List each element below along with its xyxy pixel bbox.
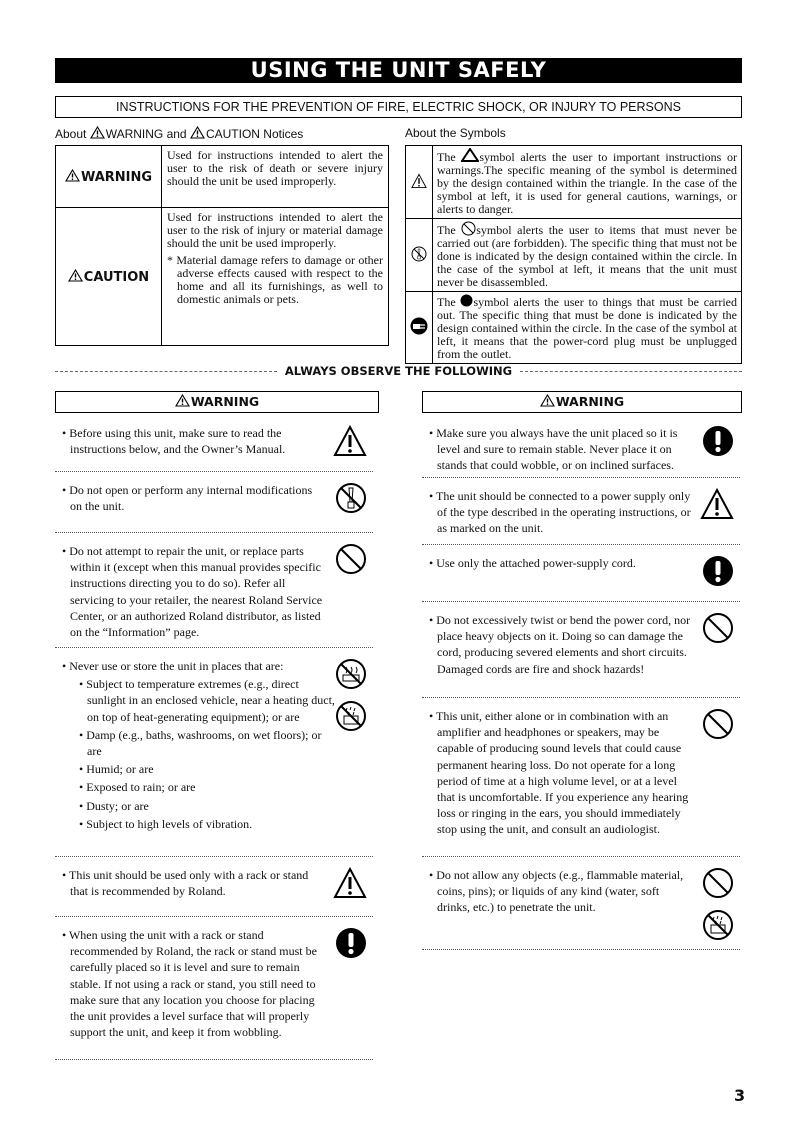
symbol-text-pre: The — [437, 295, 456, 309]
symbol-text-pre: The — [437, 223, 456, 237]
symbols-table — [405, 145, 742, 364]
symbol-text: symbol alerts the user to important instructions or warnings.The specific meaning of the symbol is determined by the design contained within the triangle. In the case of the symbol at left, it is used for general cautions, warnings, or alerts to danger. — [437, 150, 737, 216]
prohibited-icon — [702, 867, 734, 903]
no-heat-icon — [335, 658, 367, 694]
warning-triangle-icon — [65, 170, 81, 185]
warning-triangle-icon — [175, 394, 191, 409]
warning-item — [422, 857, 740, 950]
label-warning: WARNING and — [105, 127, 187, 141]
label-caution: CAUTION Notices — [205, 127, 304, 141]
item-text: • Do not excessively twist or bend the power cord, nor place heavy objects on it. Doing so can damage the cord, producing severed elements and short circuits. Damaged cords are fire and shock hazards! — [429, 613, 691, 676]
mandatory-exclamation-icon — [702, 555, 734, 591]
sub-item-text: • Dusty; or are — [79, 798, 149, 813]
observe-heading: ALWAYS OBSERVE THE FOLLOWING — [284, 364, 513, 378]
warning-item — [422, 698, 740, 857]
warning-triangle-icon — [333, 425, 367, 461]
sub-item-text: • Exposed to rain; or are — [79, 780, 196, 795]
notices-label — [55, 126, 303, 141]
warning-triangle-icon — [68, 270, 84, 285]
inline-symbol-icon — [461, 150, 479, 164]
warning-item — [422, 545, 740, 602]
symbols-label: About the Symbols — [405, 126, 506, 140]
symbol-text-pre: The — [437, 150, 456, 164]
item-text: • Do not allow any objects (e.g., flammable material, coins, pins); or liquids of any kind (water, soft drinks, etc.) to penetrate the unit. — [429, 868, 684, 915]
item-text: • This unit, either alone or in combination with an amplifier and headphones or speakers, may be capable of producing sound levels that could cause permanent hearing loss. Do not operate for a long period of time at a high volume level, or at a level that is uncomfortable. If you experience any hearing loss or ringing in the ears, you should immediately stop using the unit, and consult an audiologist. — [429, 709, 689, 837]
symbol-row — [406, 292, 742, 364]
warning-item — [422, 415, 740, 478]
sub-item-text: • Humid; or are — [79, 762, 154, 777]
warning-label: WARNING — [80, 170, 153, 185]
warning-triangle-icon — [411, 178, 427, 192]
warning-label-cell — [56, 146, 162, 208]
warning-description: Used for instructions intended to alert the user to the risk of death or severe injury should the unit be used improperly. — [162, 146, 389, 208]
warning-item — [422, 602, 740, 698]
prohibited-icon — [702, 708, 734, 744]
notices-table — [55, 145, 389, 346]
warning-item — [55, 917, 373, 1060]
warning-item — [55, 415, 373, 472]
item-text: • Make sure you always have the unit placed so it is level and sure to remain stable. Never place it on stands that could wobble, or on inclined surfaces. — [429, 426, 678, 473]
item-text: • Never use or store the unit in places that are: — [62, 659, 284, 673]
sub-item-text: • Subject to temperature extremes (e.g., direct sunlight in an enclosed vehicle, near a heating duct, on top of heat-generating equipment); or are — [79, 677, 335, 724]
symbol-text: symbol alerts the user to items that must never be carried out (are forbidden). The specific thing that must not be done is indicated by the design contained within the circle. In the case of the symbol at left, it means that the unit must never be disassembled. — [437, 223, 737, 289]
caution-label-cell — [56, 208, 162, 346]
right-warning-list — [422, 415, 740, 950]
heading-label: WARNING — [555, 394, 625, 409]
warning-triangle-icon — [333, 867, 367, 903]
item-text: • When using the unit with a rack or stand recommended by Roland, the rack or stand must be carefully placed so it is level and sure to remain stable. If not using a rack or stand, you still need to make sure that any location you choose for placing the unit provides a level surface that will properly support the unit, and keep it from wobbling. — [62, 928, 317, 1040]
item-text: • Use only the attached power-supply cord. — [429, 556, 636, 570]
section-subtitle: INSTRUCTIONS FOR THE PREVENTION OF FIRE, ELECTRIC SHOCK, OR INJURY TO PERSONS — [55, 96, 742, 118]
heading-label: WARNING — [190, 394, 260, 409]
warning-item — [55, 533, 373, 648]
mandatory-exclamation-icon — [702, 425, 734, 461]
warning-item — [55, 857, 373, 917]
item-text: • Do not attempt to repair the unit, or replace parts within it (except when this manual provides specific instructions directing you to do so). Refer all servicing to your retailer, the nearest Roland Service Center, or an authorized Roland distributor, as listed on the “Information” page. — [62, 544, 323, 640]
unplug-icon — [410, 324, 428, 338]
caution-note: * Material damage refers to damage or other adverse effects caused with respect to the home and all its furnishings, as well to domestic animals or pets. — [167, 253, 383, 306]
symbol-row — [406, 219, 742, 292]
warning-triangle-icon — [540, 394, 556, 409]
warning-item — [55, 472, 373, 533]
prohibited-icon — [335, 543, 367, 579]
symbol-row — [406, 146, 742, 219]
right-warning-heading — [422, 391, 742, 413]
symbol-text: symbol alerts the user to things that must be carried out. The specific thing that must be done is indicated by the design contained within the circle. In the case of the symbol at left, it means that the power-cord plug must be unplugged from the outlet. — [437, 295, 737, 361]
caution-description: Used for instructions intended to alert the user to the risk of injury or material damage should the unit be used improperly. — [167, 210, 383, 250]
item-text: • Do not open or perform any internal modifications on the unit. — [62, 483, 313, 514]
warning-item — [55, 648, 373, 857]
caution-label: CAUTION — [83, 270, 150, 285]
item-text: • This unit should be used only with a rack or stand that is recommended by Roland. — [62, 868, 309, 899]
no-disassemble-icon — [335, 482, 367, 518]
left-warning-heading — [55, 391, 379, 413]
item-text: • Before using this unit, make sure to read the instructions below, and the Owner’s Manual. — [62, 426, 286, 457]
item-text: • The unit should be connected to a power supply only of the type described in the operating instructions, or as marked on the unit. — [429, 489, 691, 536]
label-prefix: About — [55, 127, 87, 141]
page-number: 3 — [734, 1086, 746, 1105]
no-water-icon — [335, 700, 367, 736]
no-disassemble-icon — [411, 251, 427, 265]
mandatory-exclamation-icon — [335, 927, 367, 963]
page-title: USING THE UNIT SAFELY — [55, 58, 742, 83]
no-water-icon — [702, 909, 734, 945]
inline-symbol-icon — [461, 223, 476, 237]
observe-divider — [55, 363, 742, 379]
warning-item — [422, 478, 740, 545]
warning-triangle-icon — [90, 127, 106, 141]
left-warning-list — [55, 415, 373, 1060]
sub-item-text: • Subject to high levels of vibration. — [79, 816, 253, 831]
warning-triangle-icon — [190, 127, 206, 141]
inline-symbol-icon — [460, 295, 473, 309]
sub-item-text: • Damp (e.g., baths, washrooms, on wet floors); or are — [79, 727, 322, 759]
prohibited-icon — [702, 612, 734, 648]
warning-triangle-icon — [700, 488, 734, 524]
